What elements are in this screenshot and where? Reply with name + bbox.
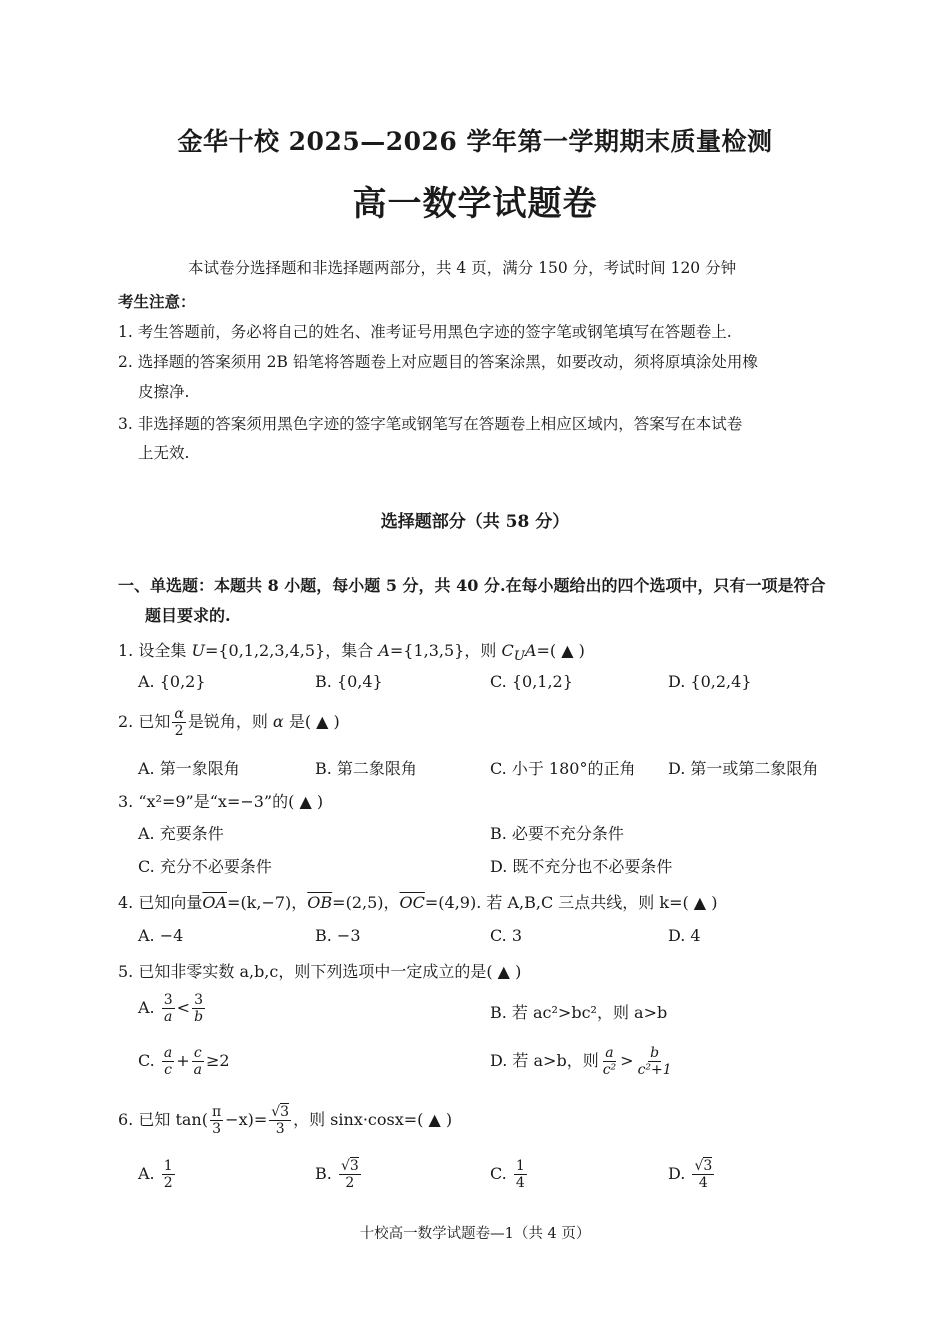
notice-title: 考生注意： [118,292,196,311]
q4-option-a: A. −4 [138,926,184,945]
q2-option-c: C. 小于 180°的正角 [490,759,636,778]
vector-ob: $\overline{OB}$ [307,893,333,912]
notice-item-1: 1. 考生答题前，务必将自己的姓名、准考证号用黑色字迹的签字笔或钢笔填写在答题卷上. [118,323,732,341]
question-3: 3. “x²=9”是“x=−3”的( ▲ ) [118,792,324,811]
question-2: 2. 已知 $\frac{\alpha}{2}$ 是锐角，则 α 是( ▲ ) [118,706,340,740]
vector-oa: $\overline{OA}$ [202,893,228,912]
part-one-heading: 一、单选题：本题共 8 小题，每小题 5 分，共 40 分.在每小题给出的四个选项中，只有一项是符合 [118,576,826,595]
q5-option-a: A. $\frac{3}{a}$ < $\frac{3}{b}$ [138,992,204,1026]
q2-option-a: A. 第一象限角 [138,759,240,778]
question-6: 6. 已知 tan( $\frac{\pi}{3}$ −x)= $\frac{√3}{3}$ ，则 sinx·cosx=( ▲ ) [118,1104,453,1138]
exam-header-line1: 金华十校 2025—2026 学年第一学期期末质量检测 [177,127,773,156]
q4-option-d: D. 4 [668,926,701,945]
q5-option-c: C. $\frac{a}{c}$ + $\frac{c}{a}$ ≥2 [138,1045,230,1079]
q6-option-a: A. $\frac{1}{2}$ [138,1158,173,1192]
q2-option-b: B. 第二象限角 [315,759,417,778]
exam-intro: 本试卷分选择题和非选择题两部分，共 4 页，满分 150 分，考试时间 120 分钟 [188,259,737,277]
page-footer: 十校高一数学试题卷—1（共 4 页） [359,1226,591,1242]
fraction: $\frac{\alpha}{2}$ [174,706,184,740]
q1-option-d: D. {0,2,4} [668,672,752,691]
vector-oc: $\overline{OC}$ [399,893,425,912]
notice-item-2: 2. 选择题的答案须用 2B 铅笔将答题卷上对应题目的答案涂黑，如要改动，须将原填涂处用橡 [118,353,758,371]
q3-option-b: B. 必要不充分条件 [490,824,624,843]
part-one-heading-cont: 题目要求的. [145,606,231,625]
question-4: 4. 已知向量$\overline{OA}=(k,-7)$，$\overline{OB}=(2,5)$，$\overline{OC}=(4,9)$. 若 A,B,C 三点共线，则 k=( ▲ ) [118,893,718,912]
q6-option-b: B. $\frac{√3}{2}$ [315,1158,359,1192]
notice-item-3-cont: 上无效. [138,444,190,462]
exam-title: 高一数学试题卷 [352,184,598,224]
q3-option-c: C. 充分不必要条件 [138,857,272,876]
q3-option-a: A. 充要条件 [138,824,224,843]
q1-option-c: C. {0,1,2} [490,672,573,691]
section-title: 选择题部分（共 58 分） [380,512,570,532]
q5-option-d: D. 若 a>b，则 $\frac{a}{\text{c²}}$ > $\frac{b}{\text{c²+1}}$ [490,1045,672,1079]
q4-option-c: C. 3 [490,926,523,945]
notice-item-3: 3. 非选择题的答案须用黑色字迹的签字笔或钢笔写在答题卷上相应区域内，答案写在本试卷 [118,415,743,433]
q4-option-b: B. −3 [315,926,361,945]
notice-item-2-cont: 皮擦净. [138,383,190,401]
q2-option-d: D. 第一或第二象限角 [668,759,819,778]
q3-option-d: D. 既不充分也不必要条件 [490,857,673,876]
q6-option-c: C. $\frac{1}{4}$ [490,1158,525,1192]
q6-option-d: D. $\frac{√3}{4}$ [668,1158,713,1192]
q1-option-a: A. {0,2} [138,672,206,691]
question-1: 1. 设全集 U={0,1,2,3,4,5}，集合 A={1,3,5}，则 $C_UA=$( ▲ ) [118,641,585,665]
q1-option-b: B. {0,4} [315,672,383,691]
question-5: 5. 已知非零实数 a,b,c，则下列选项中一定成立的是( ▲ ) [118,962,522,981]
q5-option-b: B. 若 ac²>bc²，则 a>b [490,1003,668,1022]
